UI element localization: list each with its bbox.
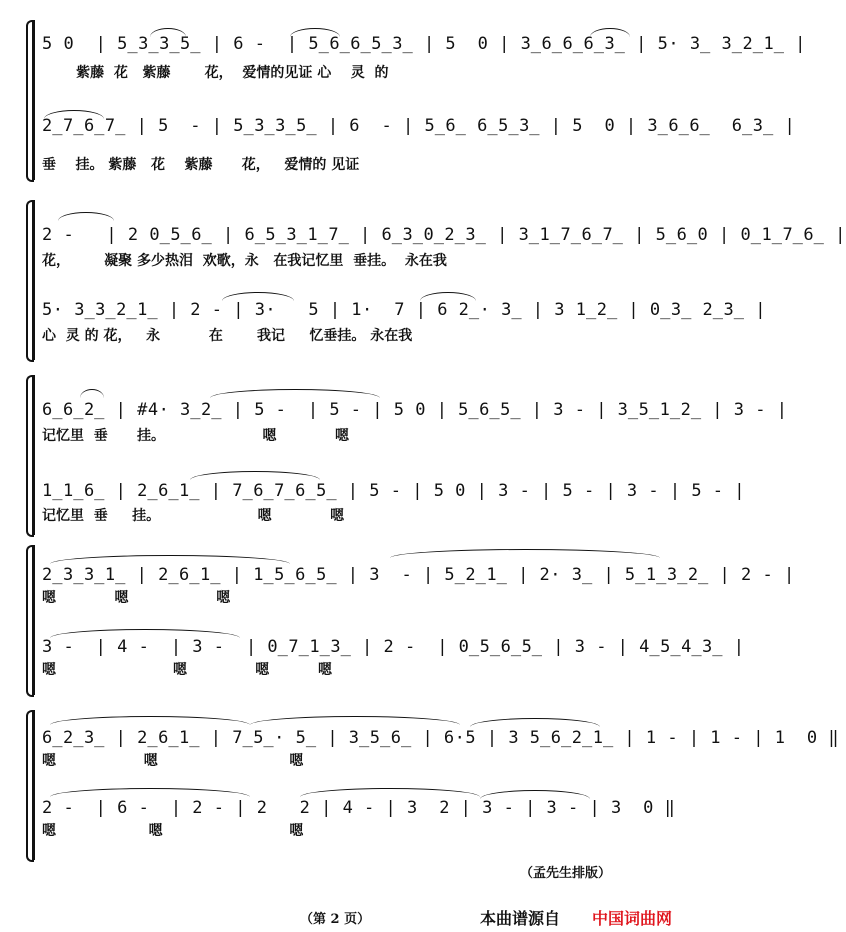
slur xyxy=(480,790,590,799)
slur xyxy=(50,788,250,797)
source-label: 本曲谱源自 xyxy=(480,909,561,928)
score-system-5 xyxy=(0,710,840,860)
notation-line: 6̲2̲3̲ | 2̲6̲1̲ | 7̲5̲· 5̲ | 3̲5̲6̲ | 6·5 | 3 5̲6̲2̲1̲ | 1 - | 1 - | 1 0 ‖ xyxy=(42,728,840,748)
lyrics-line: 记忆里 垂 挂。 嗯 嗯 xyxy=(42,428,349,444)
lyrics-line: 嗯 嗯 嗯 嗯 xyxy=(42,662,332,678)
lyrics-line: 嗯 嗯 嗯 xyxy=(42,590,231,606)
notation-line: 6̲6̲2̲ | #4· 3̲2̲ | 5 - | 5 - | 5 0 | 5̲6̲5̲ | 3 - | 3̲5̲1̲2̲ | 3 - | xyxy=(42,400,788,420)
notation-line: 5· 3̲3̲2̲1̲ | 2 - | 3· 5 | 1· 7 | 6 2̲· 3̲ | 3 1̲2̲ | 0̲3̲ 2̲3̲ | xyxy=(42,300,766,320)
page-number: （第 2 页） xyxy=(300,912,371,927)
notation-line: 2̲7̲6̲7̲ | 5 - | 5̲3̲3̲5̲ | 6 - | 5̲6̲ 6̲5̲3̲ | 5 0 | 3̲6̲6̲ 6̲3̲ | xyxy=(42,116,796,136)
notation-line: 2 - | 2 0̲5̲6̲ | 6̲5̲3̲1̲7̲ | 6̲3̲0̲2̲3̲ | 3̲1̲7̲6̲7̲ | 5̲6̲0 | 0̲1̲7̲6̲ | xyxy=(42,225,846,245)
site-name-link[interactable]: 中国词曲网 xyxy=(592,909,673,928)
slur xyxy=(470,718,600,727)
lyrics-line: 心 灵 的 花， 永 在 我记 忆垂挂。 永在我 xyxy=(42,328,413,344)
notation-line: 3 - | 4 - | 3 - | 0̲7̲1̲3̲ | 2 - | 0̲5̲6̲5̲ | 3 - | 4̲5̲4̲3̲ | xyxy=(42,637,745,657)
slur xyxy=(58,212,114,221)
system-barline xyxy=(32,545,35,695)
lyrics-line: 垂 挂。 紫藤 花 紫藤 花， 爱情的 见证 xyxy=(42,157,360,173)
slur xyxy=(50,629,240,638)
slur xyxy=(190,471,320,480)
slur xyxy=(222,292,294,301)
lyrics-line: 嗯 嗯 嗯 xyxy=(42,753,304,769)
notation-line: 5 0 | 5̲3̲3̲5̲ | 6 - | 5̲6̲6̲5̲3̲ | 5 0 | 3̲6̲6̲6̲3̲ | 5· 3̲ 3̲2̲1̲ | xyxy=(42,34,806,54)
lyrics-line: 紫藤 花 紫藤 花， 爱情的见证 心 灵 的 xyxy=(42,65,389,81)
slur xyxy=(50,555,290,564)
slur xyxy=(150,28,186,37)
score-system-3 xyxy=(0,375,788,535)
slur xyxy=(590,28,630,37)
score-system-4 xyxy=(0,545,795,695)
lyrics-line: 花， 凝聚 多少热泪 欢歌，永 在我记忆里 垂挂。 永在我 xyxy=(42,253,447,269)
system-barline xyxy=(32,200,35,360)
system-barline xyxy=(32,375,35,535)
arranger-credit: （孟先生排版） xyxy=(520,866,612,881)
slur xyxy=(44,110,104,119)
slur xyxy=(210,389,380,398)
slur xyxy=(250,716,460,725)
slur xyxy=(290,28,340,37)
score-system-2 xyxy=(0,200,846,360)
system-barline xyxy=(32,710,35,860)
system-barline xyxy=(32,20,35,180)
slur xyxy=(390,549,660,558)
slur xyxy=(50,716,250,725)
lyrics-line: 嗯 嗯 嗯 xyxy=(42,823,304,839)
lyrics-line: 记忆里 垂 挂。 嗯 嗯 xyxy=(42,508,345,524)
slur xyxy=(420,292,476,301)
notation-line: 2̲3̲3̲1̲ | 2̲6̲1̲ | 1̲5̲6̲5̲ | 3 - | 5̲2̲1̲ | 2· 3̲ | 5̲1̲3̲2̲ | 2 - | xyxy=(42,565,795,585)
slur xyxy=(300,788,480,797)
slur xyxy=(80,389,104,398)
notation-line: 1̲1̲6̲ | 2̲6̲1̲ | 7̲6̲7̲6̲5̲ | 5 - | 5 0 | 3 - | 5 - | 3 - | 5 - | xyxy=(42,481,746,501)
notation-line: 2 - | 6 - | 2 - | 2 2 | 4 - | 3 2 | 3 - | 3 - | 3 0 ‖ xyxy=(42,798,676,818)
score-system-1 xyxy=(0,20,806,180)
